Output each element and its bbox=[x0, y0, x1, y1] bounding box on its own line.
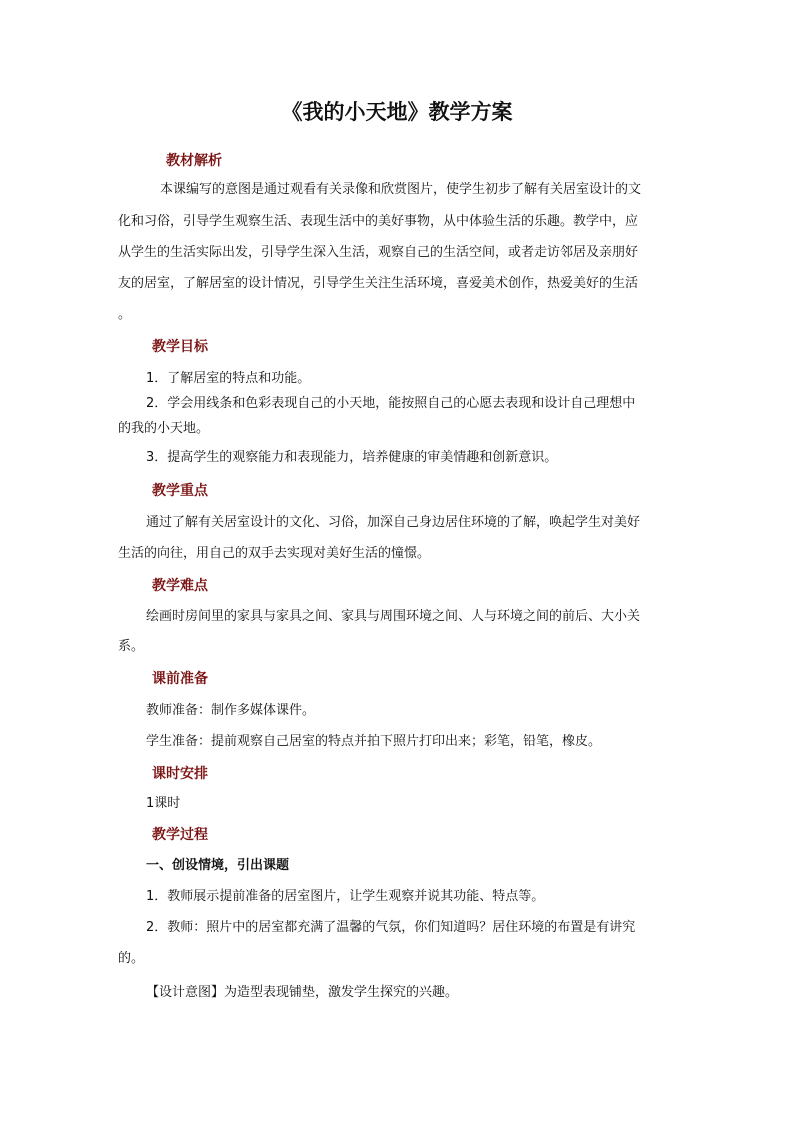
section-heading-difficulties: 教学难点 bbox=[152, 578, 208, 594]
section-heading-goals: 教学目标 bbox=[152, 339, 208, 355]
section-heading-preparation: 课前准备 bbox=[152, 671, 208, 687]
goal-item: 1．了解居室的特点和功能。 bbox=[146, 371, 311, 386]
process-item: 1．教师展示提前准备的居室图片，让学生观察并说其功能、特点等。 bbox=[146, 889, 545, 904]
paragraph-line: 通过了解有关居室设计的文化、习俗，加深自己身边居住环境的了解，唤起学生对美好 bbox=[146, 515, 641, 530]
paragraph-line: 友的居室，了解居室的设计情况，引导学生关注生活环境，喜爱美术创作，热爱美好的生活 bbox=[118, 276, 639, 291]
paragraph-line: 化和习俗，引导学生观察生活、表现生活中的美好事物，从中体验生活的乐趣。教学中，应 bbox=[118, 214, 639, 229]
process-subheading: 一、创设情境，引出课题 bbox=[146, 858, 290, 873]
design-intent-note: 【设计意图】为造型表现铺垫，激发学生探究的兴趣。 bbox=[146, 985, 459, 1000]
document-title: 《我的小天地》教学方案 bbox=[281, 99, 513, 124]
paragraph-line: 。 bbox=[118, 307, 132, 322]
process-item: 2．教师：照片中的居室都充满了温馨的气氛，你们知道吗？居住环境的布置是有讲究 bbox=[146, 920, 636, 935]
preparation-item: 教师准备：制作多媒体课件。 bbox=[146, 703, 316, 718]
goal-item: 3．提高学生的观察能力和表现能力，培养健康的审美情趣和创新意识。 bbox=[146, 450, 558, 465]
section-heading-schedule: 课时安排 bbox=[152, 766, 208, 782]
paragraph-line: 绘画时房间里的家具与家具之间、家具与周围环境之间、人与环境之间的前后、大小关 bbox=[146, 609, 641, 624]
schedule-value: 1课时 bbox=[146, 796, 181, 811]
goal-item: 2．学会用线条和色彩表现自己的小天地，能按照自己的心愿去表现和设计自己理想中 bbox=[146, 396, 636, 411]
section-heading-process: 教学过程 bbox=[152, 827, 208, 843]
section-heading-analysis: 教材解析 bbox=[166, 153, 222, 169]
paragraph-line: 系。 bbox=[118, 639, 145, 654]
goal-item-continuation: 的我的小天地。 bbox=[118, 421, 210, 436]
section-heading-key-points: 教学重点 bbox=[152, 483, 208, 499]
process-item-continuation: 的。 bbox=[118, 951, 145, 966]
paragraph-line: 生活的向往，用自己的双手去实现对美好生活的憧憬。 bbox=[118, 546, 431, 561]
paragraph-line: 本课编写的意图是通过观看有关录像和欣赏图片，使学生初步了解有关居室设计的文 bbox=[160, 182, 642, 197]
paragraph-line: 从学生的生活实际出发，引导学生深入生活，观察自己的生活空间，或者走访邻居及亲朋好 bbox=[118, 245, 639, 260]
preparation-item: 学生准备：提前观察自己居室的特点并拍下照片打印出来；彩笔，铅笔，橡皮。 bbox=[146, 734, 602, 749]
